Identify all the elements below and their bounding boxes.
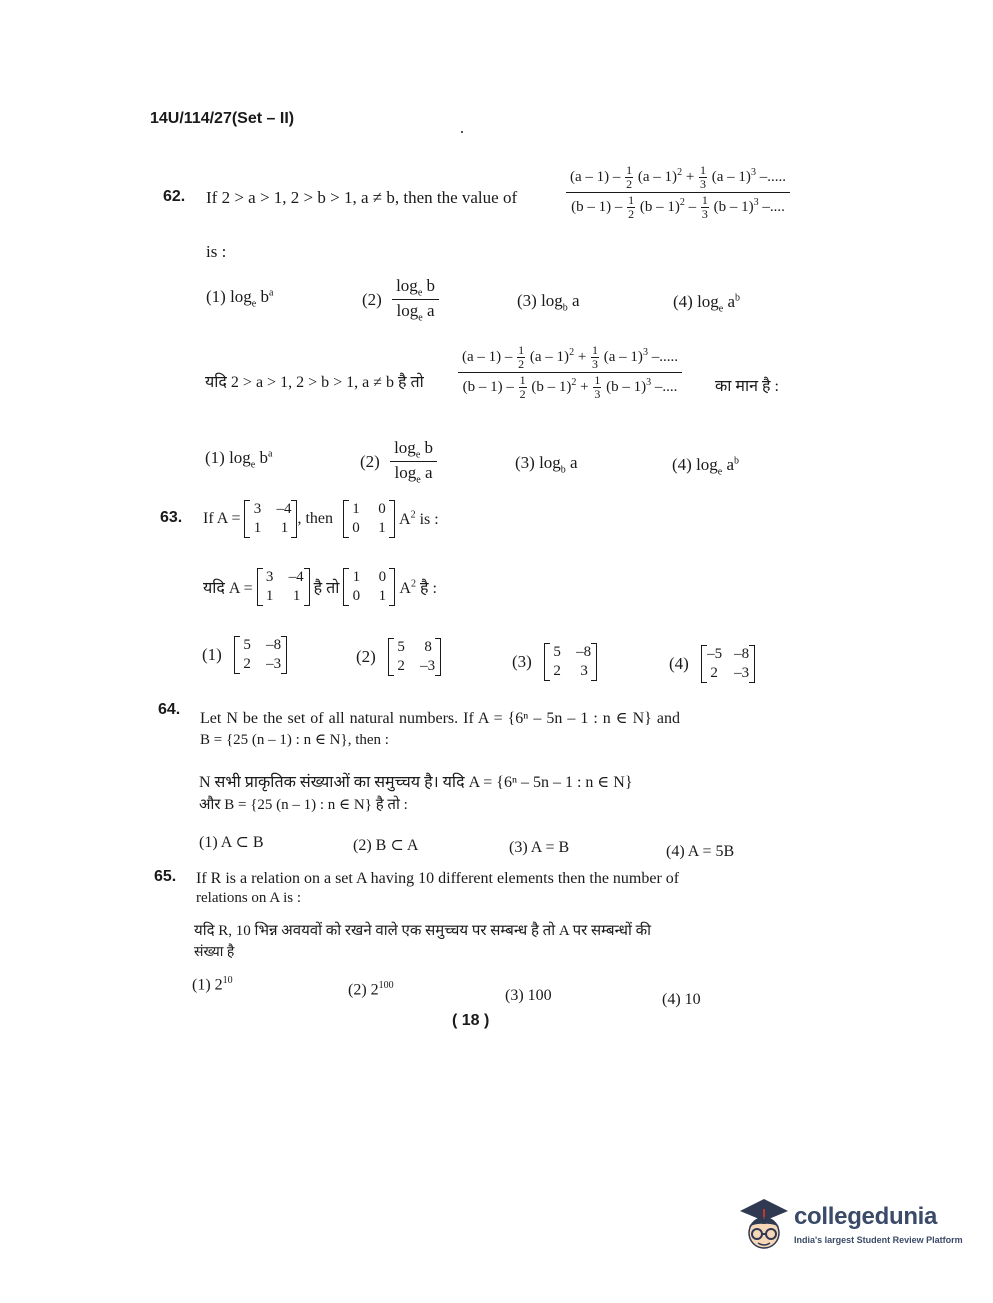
logo-tagline: India's largest Student Review Platform [794,1235,963,1245]
q64-option-2: (2) B ⊂ A [353,837,419,854]
q62-option-1-hi: (1) $\log_e b^a$ [205,448,273,471]
page-number: ( 18 ) [452,1012,490,1029]
third: $\frac{1}{3}$ [701,193,708,221]
q62-stem-hi: यदि 2 > a > 1, 2 > b > 1, a ≠ b है तो [205,374,424,391]
q65-option-2: (2) $2^{100}$ [348,980,394,999]
question-number-65: 65. [154,868,177,885]
q62-option-1-en: (1) $\log_e b^a$ [206,287,274,310]
q65-stem-hi-line2: संख्या है [194,945,235,960]
matrix-a: 3 –4 1 1 [244,500,297,538]
q63-stem-en: If A = 3 –4 1 1 , then 1 0 0 1 $A^2$ is : [203,501,439,536]
q62-fraction-en [566,164,790,221]
q64-option-1: (1) A ⊂ B [199,834,264,851]
q64-stem-hi-line1: N सभी प्राकृतिक संख्याओं का समुच्चय है। यदि A = {6ⁿ – 5n – 1 : n ∈ N} [199,774,633,791]
q64-stem-en-line1: Let N be the set of all natural numbers. If A = {6ⁿ – 5n – 1 : n ∈ N} and [200,710,680,727]
q63-option-4: (4) –5 –8 2 –3 [669,645,755,683]
q65-option-1: (1) $2^{10}$ [192,975,233,994]
q63-option-2: (2) 5 8 2 –3 [356,638,441,676]
question-number-64: 64. [158,701,181,718]
q65-stem-en-line1: If R is a relation on a set A having 10 different elements then the number of [196,870,680,887]
question-number-62: 62. [163,188,186,205]
half: $\frac{1}{2}$ [628,193,635,221]
stray-mark [461,131,463,133]
q65-stem-hi-line1: यदि R, 10 भिन्न अवयवों को रखने वाले एक समुच्चय पर सम्बन्ध है तो A पर सम्बन्धों की [194,923,652,939]
q62-fraction-hi: (a – 1) – $\frac{1}{2}$ (a – 1)$^2$ + $\frac{1}{3}$ (a – 1)$^3$ –..... (b – 1) – $\frac{1}{2}$ (b – 1)$^2$ + $\frac{1}{3}$ (b – 1)$^3$ –.... [458,344,682,401]
q65-option-4: (4) 10 [662,991,701,1008]
exam-code-header: 14U/114/27(Set – II) [150,110,295,127]
q64-stem-en-line2: B = {25 (n – 1) : n ∈ N}, then : [200,732,389,748]
collegedunia-logo[interactable] [736,1195,966,1265]
q62-option-3-hi: (3) $\log_b a$ [515,453,578,476]
logo-wordmark: collegedunia [794,1203,938,1230]
third: $\frac{1}{3}$ [700,163,707,191]
q63-stem-hi: यदि A = 3 –4 1 1 है तो 1 0 0 1 $A^2$ है : [203,569,437,604]
q63-option-3: (3) 5 –8 2 3 [512,643,597,681]
q63-option-1: (1) 5 –8 2 –3 [202,636,287,674]
student-mascot-icon [736,1197,792,1259]
q62-option-2-en: (2) $\frac{\log_e b}{\log_e a}$ [362,276,439,324]
half: $\frac{1}{2}$ [626,163,633,191]
q62-numerator: (a – 1) – $\frac{1}{2}$ (a – 1)$^2$ + $\frac{1}{3}$ (a – 1)$^3$ –..... [566,164,790,193]
q62-option-4-hi: (4) $\log_e a^b$ [672,455,740,478]
question-number-63: 63. [160,509,183,526]
q62-option-4-en: (4) $\log_e a^b$ [673,292,741,315]
q62-option-3-en: (3) $\log_b a$ [517,291,580,314]
q62-denominator: (b – 1) – $\frac{1}{2}$ (b – 1)$^2$ – $\frac{1}{3}$ (b – 1)$^3$ –.... [571,193,785,221]
q62-stem-en: If 2 > a > 1, 2 > b > 1, a ≠ b, then the value of [206,188,518,207]
q64-stem-hi-line2: और B = {25 (n – 1) : n ∈ N} है तो : [199,797,408,813]
identity-matrix: 1 0 0 1 [343,500,395,538]
q64-option-3: (3) A = B [509,839,570,856]
q64-option-4: (4) A = 5B [666,843,735,860]
q62-is-en: is : [206,242,227,261]
q62-stem-hi-end: का मान है : [715,378,779,395]
q62-option-2-hi: (2) $\frac{\log_e b}{\log_e a}$ [360,438,437,486]
q65-stem-en-line2: relations on A is : [196,890,301,906]
q65-option-3: (3) 100 [505,987,552,1004]
